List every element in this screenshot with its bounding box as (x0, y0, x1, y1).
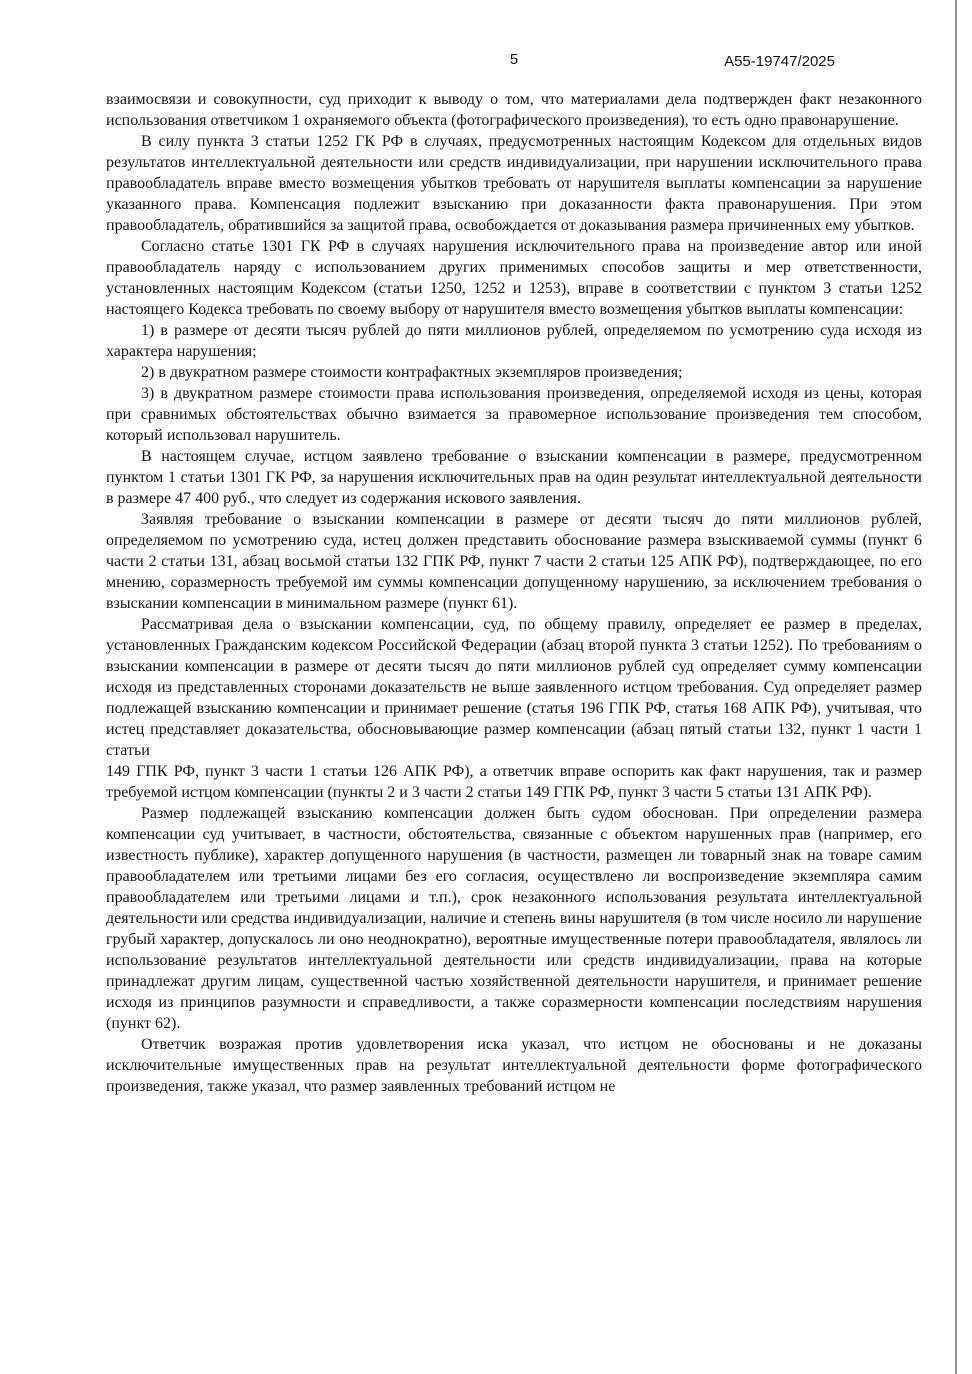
paragraph: Заявляя требование о взыскании компенсации в размере от десяти тысяч до пяти миллионов рублей, определяемом по усмотрению суда, истец должен представить обоснование размера взыскиваемой суммы (пункт 6 части 2 статьи 131, абзац восьмой статьи 132 ГПК РФ, пункт 7 части 2 статьи 125 АПК РФ), подтверждающее, по его мнению, соразмерность требуемой им суммы компенсации допущенному нарушению, за исключением требования о взыскании компенсации в минимальном размере (пункт 61). (106, 511, 922, 612)
paragraph: 2) в двукратном размере стоимости контрафактных экземпляров произведения; (141, 364, 683, 381)
paragraph: Согласно статье 1301 ГК РФ в случаях нарушения исключительного права на произведение автор или иной правообладатель наряду с использованием других применимых способов защиты и мер ответственности, установленных настоящим Кодексом (статьи 1250, 1252 и 1253), вправе в соответствии с пунктом 3 статьи 1252 настоящего Кодекса требовать по своему выбору от нарушителя вместо возмещения убытков выплаты компенсации: (106, 238, 922, 318)
document-body (106, 89, 922, 1097)
page-number: 5 (509, 51, 519, 68)
paragraph: взаимосвязи и совокупности, суд приходит к выводу о том, что материалами дела подтвержден факт незаконного использования ответчиком 1 охраняемого объекта (фотографического произведения), то есть одно правонарушение. (106, 91, 922, 129)
paragraph: Рассматривая дела о взыскании компенсации, суд, по общему правилу, определяет ее размер в пределах, установленных Гражданским кодексом Российской Федерации (абзац второй пункта 3 статьи 1252). По требованиям о взыскании компенсации в размере от десяти тысяч до пяти миллионов рублей суд определяет сумму компенсации исходя из представленных сторонами доказательств не выше заявленного истцом требования. Суд определяет размер подлежащей взысканию компенсации и принимает решение (статья 196 ГПК РФ, статья 168 АПК РФ), учитывая, что истец представляет доказательства, обосновывающие размер компенсации (абзац пятый статьи 132, пункт 1 части 1 статьи (106, 616, 922, 759)
case-number: А55-19747/2025 (724, 53, 835, 70)
page-header (106, 50, 922, 70)
paragraph: Ответчик возражая против удовлетворения иска указал, что истцом не обоснованы и не доказаны исключительные имущественных прав на результат интеллектуальной деятельности форме фотографического произведения, также указал, что размер заявленных требований истцом не (106, 1036, 922, 1095)
paragraph: 1) в размере от десяти тысяч рублей до пяти миллионов рублей, определяемом по усмотрению суда исходя из характера нарушения; (106, 322, 922, 360)
paragraph: В настоящем случае, истцом заявлено требование о взыскании компенсации в размере, предусмотренном пунктом 1 статьи 1301 ГК РФ, за нарушения исключительных прав на один результат интеллектуальной деятельности в размере 47 400 руб., что следует из содержания искового заявления. (106, 448, 922, 507)
paragraph: 149 ГПК РФ, пункт 3 части 1 статьи 126 АПК РФ), а ответчик вправе оспорить как факт нарушения, так и размер требуемой истцом компенсации (пункты 2 и 3 части 2 статьи 149 ГПК РФ, пункт 3 части 5 статьи 131 АПК РФ). (106, 763, 922, 801)
scan-edge-line (955, 0, 957, 1374)
paragraph: Размер подлежащей взысканию компенсации должен быть судом обоснован. При определении размера компенсации суд учитывает, в частности, обстоятельства, связанные с объектом нарушенных прав (например, его известность публике), характер допущенного нарушения (в частности, размещен ли товарный знак на товаре самим правообладателем или третьими лицами без его согласия, осуществлено ли воспроизведение экземпляра самим правообладателем или третьими лицами и т.п.), срок незаконного использования результата интеллектуальной деятельности или средства индивидуализации, наличие и степень вины нарушителя (в том числе носило ли нарушение грубый характер, допускалось ли оно неоднократно), вероятные имущественные потери правообладателя, являлось ли использование результатов интеллектуальной деятельности или средств индивидуализации, права на которые принадлежат другим лицам, существенной частью хозяйственной деятельности нарушителя, и принимает решение исходя из принципов разумности и справедливости, а также соразмерности компенсации последствиям нарушения (пункт 62). (106, 805, 922, 1032)
paragraph: 3) в двукратном размере стоимости права использования произведения, определяемой исходя из цены, которая при сравнимых обстоятельствах обычно взимается за правомерное использование произведения тем способом, который использовал нарушитель. (106, 385, 922, 444)
paragraph: В силу пункта 3 статьи 1252 ГК РФ в случаях, предусмотренных настоящим Кодексом для отдельных видов результатов интеллектуальной деятельности или средств индивидуализации, при нарушении исключительного права правообладатель вправе вместо возмещения убытков требовать от нарушителя выплаты компенсации за нарушение указанного права. Компенсация подлежит взысканию при доказанности факта правонарушения. При этом правообладатель, обратившийся за защитой права, освобождается от доказывания размера причиненных ему убытков. (106, 133, 922, 234)
